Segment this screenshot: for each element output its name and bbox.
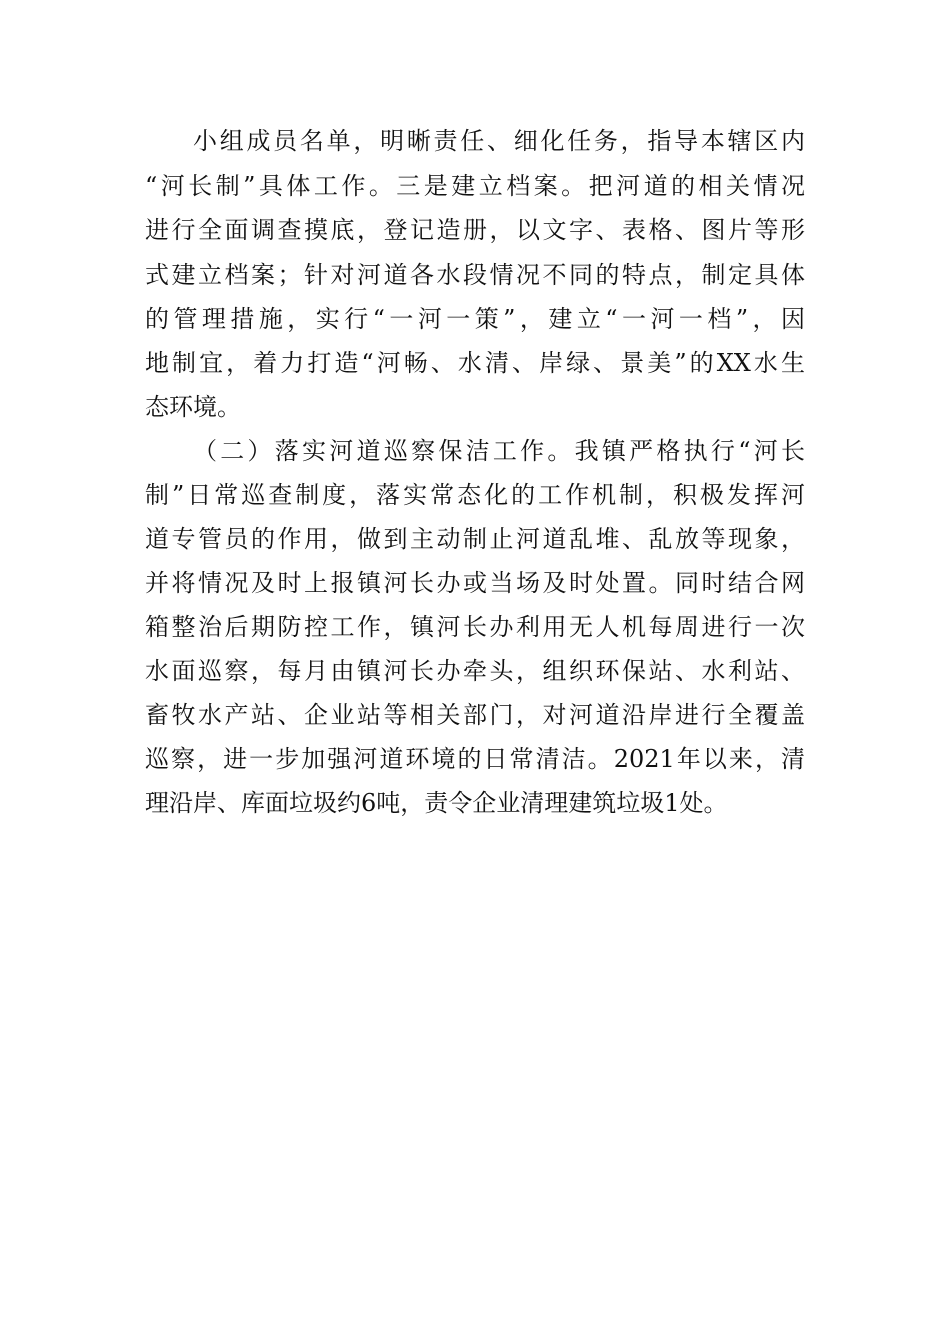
paragraph-line: 巡察，进一步加强河道环境的日常清洁。2021年以来，清 [145,745,805,773]
paragraph-line: 箱整治后期防控工作，镇河长办利用无人机每周进行一次 [145,613,805,641]
paragraph-line: 畜牧水产站、企业站等相关部门，对河道沿岸进行全覆盖 [145,701,805,729]
paragraph-line: 的管理措施，实行“一河一策”，建立“一河一档”，因 [145,305,805,333]
paragraph-line: 态环境。 [145,393,241,421]
paragraph-line: 道专管员的作用，做到主动制止河道乱堆、乱放等现象， [145,525,805,553]
paragraph-line: 并将情况及时上报镇河长办或当场及时处置。同时结合网 [145,569,805,597]
paragraph-line: （二）落实河道巡察保洁工作。我镇严格执行“河长 [193,437,805,465]
paragraph-line: 小组成员名单，明晰责任、细化任务，指导本辖区内 [193,127,805,155]
paragraph-line: “河长制”具体工作。三是建立档案。把河道的相关情况 [145,172,805,200]
paragraph-line: 进行全面调查摸底，登记造册，以文字、表格、图片等形 [145,216,805,244]
paragraph-line: 式建立档案；针对河道各水段情况不同的特点，制定具体 [145,261,805,289]
paragraph-line: 水面巡察，每月由镇河长办牵头，组织环保站、水利站、 [145,657,805,685]
paragraph-line: 制”日常巡查制度，落实常态化的工作机制，积极发挥河 [145,481,805,509]
paragraph-line: 地制宜，着力打造“河畅、水清、岸绿、景美”的XX水生 [145,349,805,377]
paragraph-line: 理沿岸、库面垃圾约6吨，责令企业清理建筑垃圾1处。 [145,789,728,817]
